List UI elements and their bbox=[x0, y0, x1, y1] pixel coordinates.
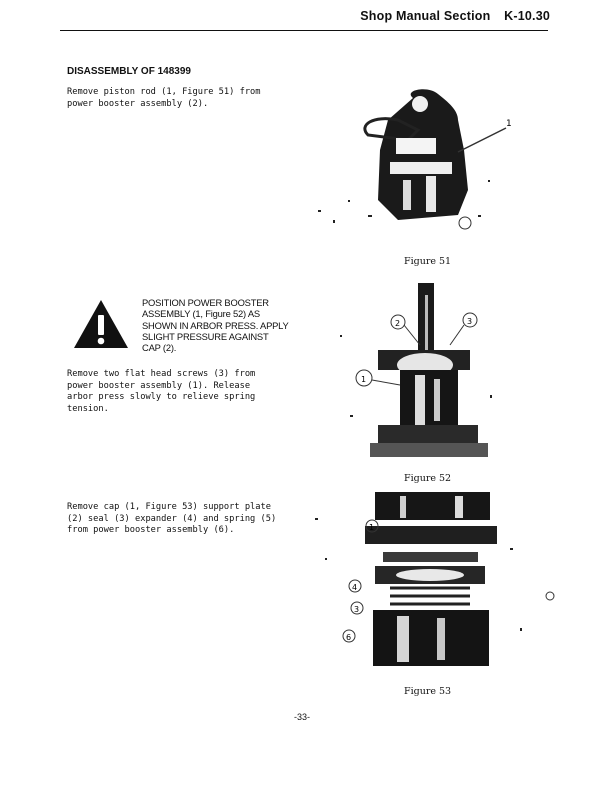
section-title: Shop Manual Section bbox=[360, 9, 491, 23]
svg-text:4: 4 bbox=[352, 583, 358, 592]
step-2-line: power booster assembly (1). Release bbox=[67, 380, 251, 391]
step-2-text bbox=[67, 369, 255, 415]
figure-53-photo bbox=[305, 488, 555, 678]
section-number: K-10.30 bbox=[504, 9, 550, 23]
page-header bbox=[360, 9, 550, 23]
step-2-line: arbor press slowly to relieve spring bbox=[67, 392, 256, 402]
step-2-line: tension. bbox=[67, 403, 109, 414]
figure-52-caption: Figure 52 bbox=[404, 473, 452, 484]
step-1-text bbox=[67, 87, 261, 110]
warning-line: SLIGHT PRESSURE AGAINST bbox=[142, 330, 269, 342]
step-3-text bbox=[67, 502, 276, 537]
warning-line: SHOWN IN ARBOR PRESS. APPLY bbox=[142, 319, 289, 331]
svg-text:2: 2 bbox=[395, 319, 401, 328]
svg-text:3: 3 bbox=[467, 317, 473, 326]
svg-text:1: 1 bbox=[361, 375, 367, 384]
warning-text bbox=[142, 297, 289, 353]
figure-51-caption: Figure 51 bbox=[404, 256, 452, 267]
step-2-line: Remove two flat head screws (3) from bbox=[67, 369, 256, 379]
step-3-line: Remove cap (1, Figure 53) support plate bbox=[67, 502, 271, 512]
figure-52-photo bbox=[330, 275, 510, 465]
warning-line: POSITION POWER BOOSTER bbox=[142, 297, 269, 308]
header-rule bbox=[60, 30, 548, 31]
svg-text:3: 3 bbox=[354, 605, 360, 614]
step-1-line: power booster assembly (2). bbox=[67, 98, 209, 109]
step-1-line: Remove piston rod (1, Figure 51) from bbox=[67, 87, 261, 97]
figure-53-caption: Figure 53 bbox=[404, 686, 452, 697]
step-3-line: (2) seal (3) expander (4) and spring (5) bbox=[67, 513, 277, 524]
svg-text:1: 1 bbox=[369, 523, 375, 532]
section-heading: DISASSEMBLY OF 148399 bbox=[67, 66, 191, 77]
warning-line: ASSEMBLY (1, Figure 52) AS bbox=[142, 308, 260, 320]
page-number: -33- bbox=[294, 712, 311, 722]
step-3-line: from power booster assembly (6). bbox=[67, 525, 235, 535]
warning-line: CAP (2). bbox=[142, 342, 177, 354]
svg-text:1: 1 bbox=[506, 119, 512, 129]
warning-triangle-icon bbox=[72, 298, 130, 350]
figure-51-photo bbox=[308, 80, 518, 240]
svg-text:6: 6 bbox=[346, 633, 352, 642]
